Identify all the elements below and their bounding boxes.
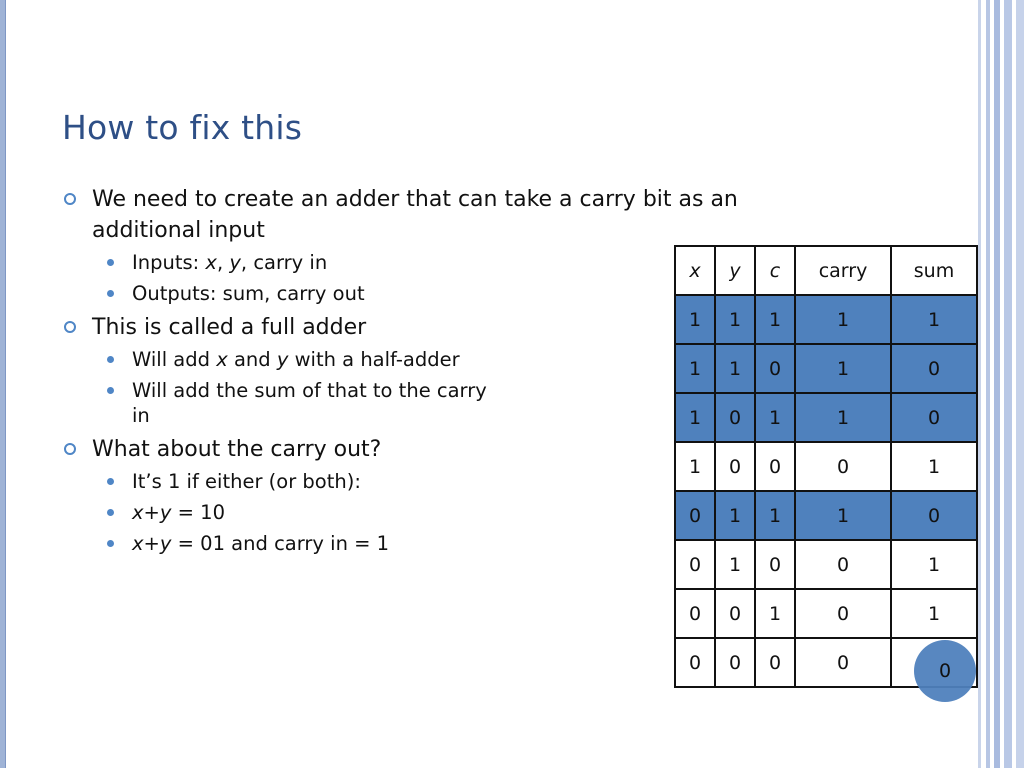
table-cell: 1: [891, 540, 977, 589]
table-row: [675, 393, 977, 442]
truth-table-container: [674, 245, 978, 688]
table-cell: 0: [715, 638, 755, 687]
table-cell: 1: [715, 295, 755, 344]
sub-bullet-dot-icon: [107, 387, 114, 394]
table-cell: 1: [755, 295, 795, 344]
table-cell: 1: [675, 344, 715, 393]
table-cell: 1: [715, 540, 755, 589]
table-cell: 0: [891, 393, 977, 442]
table-cell: 1: [675, 442, 715, 491]
table-cell: 1: [891, 589, 977, 638]
sub-bullet-dot-icon: [107, 509, 114, 516]
column-header: x: [675, 246, 715, 295]
table-cell: 0: [715, 589, 755, 638]
table-row: [675, 589, 977, 638]
table-cell: 0: [891, 344, 977, 393]
table-cell: 0: [795, 540, 891, 589]
truth-table: [674, 245, 978, 688]
table-cell: 0: [795, 638, 891, 687]
sub-bullet-item: x+y = 01 and carry in = 1: [62, 531, 782, 556]
circled-cell-label: 0: [938, 660, 952, 682]
slide-left-border: [0, 0, 6, 768]
column-header: c: [755, 246, 795, 295]
table-cell: 0: [755, 344, 795, 393]
sub-bullet-item: Will add the sum of that to the carry in: [62, 378, 782, 428]
sub-bullet-item: It’s 1 if either (or both):: [62, 469, 782, 494]
table-row: [675, 442, 977, 491]
table-cell: 1: [891, 442, 977, 491]
table-cell: 0: [755, 442, 795, 491]
column-header: sum: [891, 246, 977, 295]
slide-title: How to fix this: [62, 108, 303, 147]
table-cell: 1: [795, 491, 891, 540]
table-cell: 0: [755, 638, 795, 687]
table-cell: 1: [675, 393, 715, 442]
bullet-circle-icon: [64, 193, 76, 205]
table-cell: 1: [755, 393, 795, 442]
table-cell: 1: [891, 295, 977, 344]
table-cell: 0: [795, 589, 891, 638]
table-cell: 1: [795, 393, 891, 442]
sub-bullet-item: x+y = 10: [62, 500, 782, 525]
column-header: carry: [795, 246, 891, 295]
table-cell: 0: [795, 442, 891, 491]
bullet-item: [62, 184, 782, 246]
table-cell: 1: [715, 491, 755, 540]
table-cell: 0: [675, 589, 715, 638]
table-cell: 1: [715, 344, 755, 393]
table-row: [675, 344, 977, 393]
slide-right-border: [978, 0, 1024, 768]
sub-bullet-dot-icon: [107, 540, 114, 547]
table-cell: 1: [675, 295, 715, 344]
sub-bullet-dot-icon: [107, 478, 114, 485]
bullet-circle-icon: [64, 321, 76, 333]
table-row: [675, 295, 977, 344]
sub-bullet-item: Inputs: x, y, carry in: [62, 250, 782, 275]
table-cell: 0: [675, 491, 715, 540]
table-cell: 1: [795, 295, 891, 344]
sub-bullet-item: Outputs: sum, carry out: [62, 281, 782, 306]
table-cell: 0: [755, 540, 795, 589]
table-cell: 0: [715, 393, 755, 442]
bullet-circle-icon: [64, 443, 76, 455]
column-header: y: [715, 246, 755, 295]
table-cell: 1: [795, 344, 891, 393]
sub-bullet-dot-icon: [107, 356, 114, 363]
table-cell: 1: [755, 491, 795, 540]
table-cell: 0: [715, 442, 755, 491]
table-cell: 1: [755, 589, 795, 638]
table-cell: 0: [675, 638, 715, 687]
table-header-row: [675, 246, 977, 295]
table-cell: 0: [675, 540, 715, 589]
bullet-text: What about the carry out?: [92, 437, 382, 462]
table-row: [675, 491, 977, 540]
sub-bullet-dot-icon: [107, 259, 114, 266]
bullet-text: This is called a full adder: [92, 315, 367, 340]
table-cell: 0: [891, 491, 977, 540]
bullet-text: We need to create an adder that can take a carry bit as an additional input: [92, 187, 738, 243]
table-row: [675, 540, 977, 589]
sub-bullet-dot-icon: [107, 290, 114, 297]
sub-bullet-item: Will add x and y with a half-adder: [62, 347, 782, 372]
